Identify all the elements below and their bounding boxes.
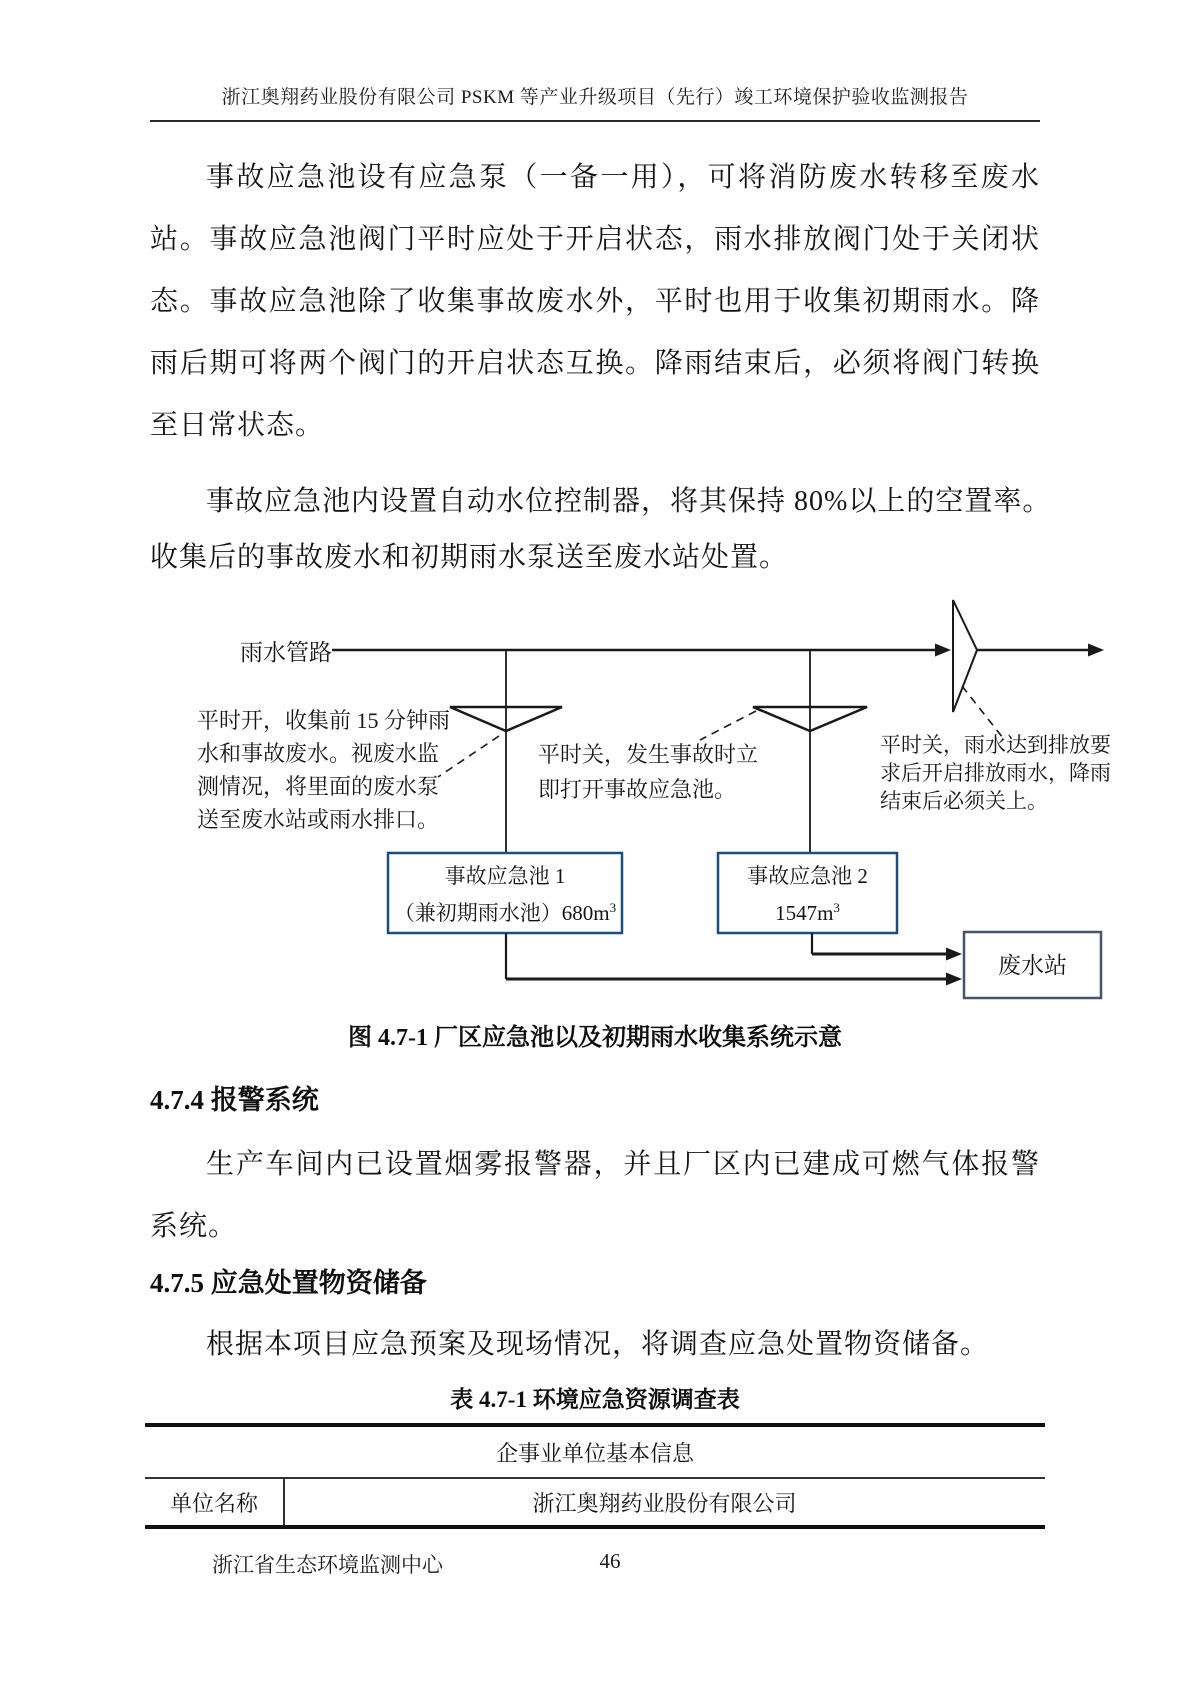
- header-rule: [150, 120, 1040, 122]
- figure-caption: 图 4.7-1 厂区应急池以及初期雨水收集系统示意: [348, 1025, 842, 1051]
- table-row-value: 浙江奥翔药业股份有限公司: [532, 1490, 797, 1516]
- pipe-mid-arrowhead: [935, 644, 951, 657]
- pool1-volume-superscript: 3: [609, 900, 617, 915]
- note-valve1-line2: 水和事故废水。视废水监: [197, 741, 440, 766]
- note-valve1-line4: 送至废水站或雨水排口。: [197, 807, 440, 832]
- note-valve1-line3: 测情况，将里面的废水泵: [197, 774, 440, 799]
- pool2-arrowhead: [946, 948, 962, 961]
- note-valve2-line2: 即打开事故应急池。: [538, 777, 737, 802]
- table-caption: 表 4.7-1 环境应急资源调查表: [450, 1387, 740, 1412]
- note-valve2-line1: 平时关，发生事故时立: [538, 742, 759, 767]
- note-valve2: [538, 737, 758, 807]
- rain-pipe-label: 雨水管路: [240, 640, 332, 665]
- note-discharge-valve: [880, 731, 1111, 815]
- running-header-title: 浙江奥翔药业股份有限公司 PSKM 等产业升级项目（先行）竣工环境保护验收监测报告: [221, 87, 969, 108]
- section-heading-475: 4.7.5 应急处置物资储备: [150, 1268, 427, 1298]
- paragraph-emergency-pool: 事故应急池设有应急泵（一备一用），可将消防废水转移至废水站。事故应急池阀门平时应处于开启状态，雨水排放阀门处于关闭状态。事故应急池除了收集事故废水外，平时也用于收集初期雨水。降雨后期可将两个阀门的开启状态互换。降雨结束后，必须将阀门转换至日常状态。: [150, 162, 1040, 441]
- pool2-label-line2: $1547m^3$: [775, 900, 840, 925]
- note-discharge-line2: 求后开启排放雨水，降雨: [880, 761, 1111, 785]
- table-row-label: 单位名称: [169, 1490, 258, 1516]
- pipe-end-arrowhead: [1088, 644, 1104, 657]
- leader-dash-middle: [700, 711, 756, 740]
- paragraph-water-level-line2: 收集后的事故废水和初期雨水泵送至废水站处置。: [150, 542, 789, 573]
- pool2-label: [718, 860, 897, 929]
- pool1-label-line2: （兼初期雨水池）$680m^3$: [393, 900, 617, 925]
- note-discharge-line1: 平时关，雨水达到排放要: [880, 733, 1111, 757]
- paragraph-emergency-materials: 根据本项目应急预案及现场情况，将调查应急处置物资储备。: [206, 1329, 990, 1360]
- pool1-label: [388, 860, 622, 929]
- pool2-volume-superscript: 3: [833, 900, 840, 915]
- paragraph-alarm-system: 生产车间内已设置烟雾报警器，并且厂区内已建成可燃气体报警系统。: [150, 1149, 1040, 1242]
- paragraph-water-level-line1: 事故应急池内设置自动水位控制器，将其保持 80%以上的空置率。: [206, 486, 1052, 517]
- section-heading-474: 4.7.4 报警系统: [150, 1085, 319, 1115]
- note-discharge-line3: 结束后必须关上。: [880, 789, 1048, 813]
- table-group-header: 企事业单位基本信息: [495, 1440, 694, 1466]
- note-valve1-line1: 平时开，收集前 15 分钟雨: [197, 708, 451, 733]
- discharge-valve-symbol: [953, 600, 977, 712]
- table-bottom-rule: [145, 1525, 1045, 1529]
- wastewater-station-label: 废水站: [998, 953, 1067, 978]
- note-valve1: [197, 704, 450, 836]
- pool2-label-line1: 事故应急池 2: [747, 864, 868, 888]
- figure-rainwater-system-diagram: [0, 540, 1190, 1010]
- pool1-label-line1: 事故应急池 1: [444, 864, 566, 888]
- footer-organization: 浙江省生态环境监测中心: [212, 1553, 443, 1577]
- pool1-arrowhead: [946, 973, 962, 986]
- footer-page-number: 46: [599, 1549, 621, 1573]
